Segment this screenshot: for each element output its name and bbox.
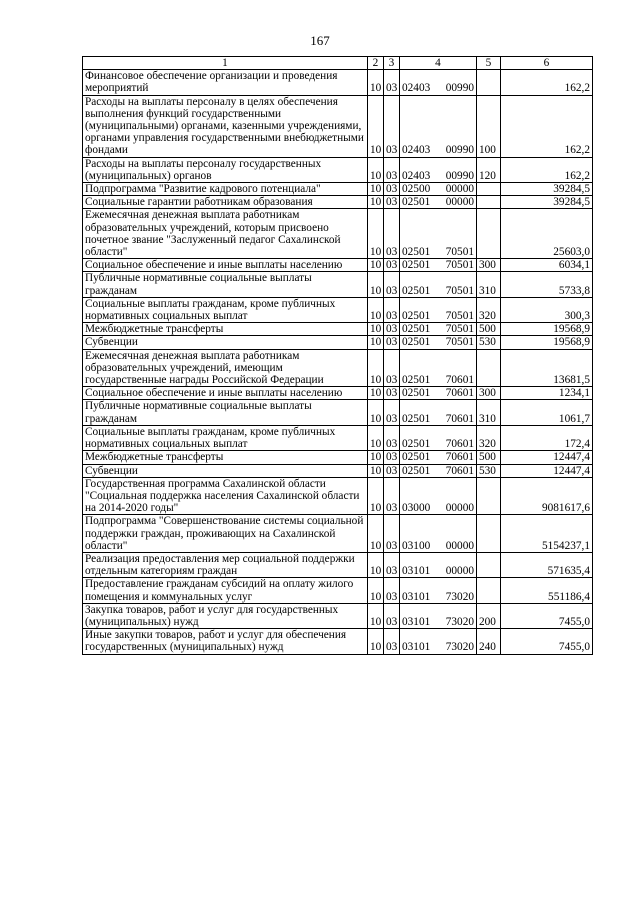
table-row [83, 196, 593, 209]
row-subsection-cell: 03 [384, 70, 400, 95]
row-subsection-cell: 03 [384, 95, 400, 157]
table-row [83, 387, 593, 400]
table-row [83, 209, 593, 259]
row-section-cell: 10 [368, 387, 384, 400]
row-sum-cell: 25603,0 [501, 209, 593, 259]
row-code-cell [400, 515, 477, 553]
row-expense-type-cell [477, 552, 501, 577]
row-sum-cell: 162,2 [501, 95, 593, 157]
header-col-2: 2 [368, 57, 384, 70]
target-code: 70601 [445, 387, 474, 400]
row-name-cell: Подпрограмма "Совершенствование системы социальной поддержки граждан, проживающих на Сахалинской области" [83, 515, 368, 553]
row-code-cell [400, 272, 477, 297]
row-section-cell: 10 [368, 451, 384, 464]
row-sum-cell: 39284,5 [501, 183, 593, 196]
row-section-cell: 10 [368, 578, 384, 603]
table-row [83, 552, 593, 577]
row-expense-type-cell: 300 [477, 387, 501, 400]
row-section-cell: 10 [368, 425, 384, 450]
row-section-cell: 10 [368, 209, 384, 259]
table-row [83, 183, 593, 196]
row-subsection-cell: 03 [384, 387, 400, 400]
program-code: 03000 [402, 502, 431, 515]
row-code-cell [400, 387, 477, 400]
row-subsection-cell: 03 [384, 629, 400, 654]
row-sum-cell: 13681,5 [501, 349, 593, 387]
row-subsection-cell: 03 [384, 157, 400, 182]
target-code: 73020 [445, 641, 474, 654]
row-name-cell: Реализация предоставления мер социальной поддержки отдельным категориям граждан [83, 552, 368, 577]
target-code: 00990 [445, 82, 474, 95]
program-code: 03101 [402, 641, 431, 654]
target-code: 70501 [445, 310, 474, 323]
row-name-cell: Предоставление гражданам субсидий на оплату жилого помещения и коммунальных услуг [83, 578, 368, 603]
row-section-cell: 10 [368, 603, 384, 628]
program-code: 03100 [402, 539, 431, 552]
row-subsection-cell: 03 [384, 259, 400, 272]
row-name-cell: Государственная программа Сахалинской области "Социальная поддержка населения Сахалинской области на 2014-2020 годы" [83, 477, 368, 515]
program-code: 03101 [402, 615, 431, 628]
row-sum-cell: 6034,1 [501, 259, 593, 272]
row-section-cell: 10 [368, 349, 384, 387]
row-subsection-cell: 03 [384, 349, 400, 387]
row-code-cell [400, 349, 477, 387]
target-code: 73020 [445, 615, 474, 628]
program-code: 02403 [402, 169, 431, 182]
table-row [83, 259, 593, 272]
row-name-cell: Публичные нормативные социальные выплаты гражданам [83, 400, 368, 425]
header-col-4: 4 [400, 57, 477, 70]
header-col-1: 1 [83, 57, 368, 70]
row-sum-cell: 19568,9 [501, 336, 593, 349]
row-section-cell: 10 [368, 95, 384, 157]
row-expense-type-cell: 320 [477, 297, 501, 322]
table-row [83, 603, 593, 628]
program-code: 02403 [402, 144, 431, 157]
row-name-cell: Публичные нормативные социальные выплаты гражданам [83, 272, 368, 297]
row-subsection-cell: 03 [384, 272, 400, 297]
program-code: 02501 [402, 196, 431, 209]
row-sum-cell: 19568,9 [501, 323, 593, 336]
row-subsection-cell: 03 [384, 451, 400, 464]
row-expense-type-cell: 310 [477, 272, 501, 297]
row-code-cell [400, 297, 477, 322]
target-code: 70501 [445, 259, 474, 272]
program-code: 03101 [402, 565, 431, 578]
row-code-cell [400, 425, 477, 450]
row-code-cell [400, 451, 477, 464]
target-code: 70501 [445, 284, 474, 297]
row-code-cell [400, 400, 477, 425]
row-name-cell: Иные закупки товаров, работ и услуг для обеспечения государственных (муниципальных) нужд [83, 629, 368, 654]
row-subsection-cell: 03 [384, 297, 400, 322]
row-section-cell: 10 [368, 157, 384, 182]
program-code: 02501 [402, 412, 431, 425]
row-name-cell: Социальное обеспечение и иные выплаты населению [83, 387, 368, 400]
row-expense-type-cell [477, 515, 501, 553]
row-expense-type-cell: 500 [477, 451, 501, 464]
table-header-row [83, 57, 593, 70]
row-section-cell: 10 [368, 259, 384, 272]
row-subsection-cell: 03 [384, 425, 400, 450]
row-expense-type-cell: 310 [477, 400, 501, 425]
row-subsection-cell: 03 [384, 209, 400, 259]
row-subsection-cell: 03 [384, 464, 400, 477]
row-expense-type-cell: 530 [477, 336, 501, 349]
row-subsection-cell: 03 [384, 477, 400, 515]
row-name-cell: Субвенции [83, 464, 368, 477]
table-row [83, 400, 593, 425]
row-subsection-cell: 03 [384, 603, 400, 628]
row-code-cell [400, 95, 477, 157]
row-section-cell: 10 [368, 629, 384, 654]
row-name-cell: Межбюджетные трансферты [83, 451, 368, 464]
row-subsection-cell: 03 [384, 578, 400, 603]
header-col-5: 5 [477, 57, 501, 70]
row-subsection-cell: 03 [384, 515, 400, 553]
header-col-6: 6 [501, 57, 593, 70]
table-row [83, 272, 593, 297]
row-subsection-cell: 03 [384, 196, 400, 209]
row-name-cell: Межбюджетные трансферты [83, 323, 368, 336]
target-code: 00990 [445, 169, 474, 182]
row-section-cell: 10 [368, 183, 384, 196]
target-code: 70501 [445, 246, 474, 259]
row-name-cell: Социальные гарантии работникам образования [83, 196, 368, 209]
table-row [83, 578, 593, 603]
row-expense-type-cell: 100 [477, 95, 501, 157]
row-section-cell: 10 [368, 297, 384, 322]
target-code: 70601 [445, 374, 474, 387]
table-row [83, 70, 593, 95]
row-sum-cell: 5733,8 [501, 272, 593, 297]
row-section-cell: 10 [368, 323, 384, 336]
row-subsection-cell: 03 [384, 552, 400, 577]
row-sum-cell: 172,4 [501, 425, 593, 450]
table-row [83, 425, 593, 450]
row-expense-type-cell [477, 196, 501, 209]
row-name-cell: Ежемесячная денежная выплата работникам образовательных учреждений, имеющим государственные награды Российской Федерации [83, 349, 368, 387]
row-name-cell: Подпрограмма "Развитие кадрового потенциала" [83, 183, 368, 196]
program-code: 02501 [402, 387, 431, 400]
row-section-cell: 10 [368, 552, 384, 577]
row-expense-type-cell: 240 [477, 629, 501, 654]
row-sum-cell: 7455,0 [501, 603, 593, 628]
row-name-cell: Субвенции [83, 336, 368, 349]
target-code: 70501 [445, 323, 474, 336]
row-section-cell: 10 [368, 464, 384, 477]
program-code: 02501 [402, 438, 431, 451]
row-sum-cell: 571635,4 [501, 552, 593, 577]
row-expense-type-cell: 300 [477, 259, 501, 272]
target-code: 00000 [445, 196, 474, 209]
row-sum-cell: 12447,4 [501, 464, 593, 477]
row-expense-type-cell [477, 209, 501, 259]
row-expense-type-cell [477, 477, 501, 515]
row-code-cell [400, 477, 477, 515]
table-row [83, 629, 593, 654]
row-expense-type-cell [477, 578, 501, 603]
row-name-cell: Финансовое обеспечение организации и проведения мероприятий [83, 70, 368, 95]
row-subsection-cell: 03 [384, 183, 400, 196]
target-code: 73020 [445, 590, 474, 603]
program-code: 02501 [402, 246, 431, 259]
row-sum-cell: 12447,4 [501, 451, 593, 464]
row-sum-cell: 300,3 [501, 297, 593, 322]
table-row [83, 323, 593, 336]
row-name-cell: Социальные выплаты гражданам, кроме публичных нормативных социальных выплат [83, 297, 368, 322]
table-row [83, 464, 593, 477]
header-col-3: 3 [384, 57, 400, 70]
budget-table [82, 56, 593, 655]
row-expense-type-cell: 530 [477, 464, 501, 477]
row-subsection-cell: 03 [384, 323, 400, 336]
table-row [83, 515, 593, 553]
row-subsection-cell: 03 [384, 336, 400, 349]
row-code-cell [400, 183, 477, 196]
row-code-cell [400, 157, 477, 182]
row-code-cell [400, 336, 477, 349]
table-row [83, 451, 593, 464]
table-row [83, 95, 593, 157]
row-code-cell [400, 196, 477, 209]
program-code: 02403 [402, 82, 431, 95]
program-code: 02500 [402, 183, 431, 196]
row-sum-cell: 1234,1 [501, 387, 593, 400]
row-section-cell: 10 [368, 515, 384, 553]
row-sum-cell: 162,2 [501, 157, 593, 182]
row-sum-cell: 9081617,6 [501, 477, 593, 515]
row-name-cell: Закупка товаров, работ и услуг для государственных (муниципальных) нужд [83, 603, 368, 628]
program-code: 02501 [402, 336, 431, 349]
target-code: 70601 [445, 438, 474, 451]
target-code: 70501 [445, 336, 474, 349]
table-row [83, 157, 593, 182]
row-code-cell [400, 603, 477, 628]
row-sum-cell: 551186,4 [501, 578, 593, 603]
row-code-cell [400, 464, 477, 477]
program-code: 02501 [402, 451, 431, 464]
target-code: 00000 [445, 502, 474, 515]
row-expense-type-cell [477, 349, 501, 387]
row-expense-type-cell [477, 70, 501, 95]
program-code: 03101 [402, 590, 431, 603]
row-subsection-cell: 03 [384, 400, 400, 425]
row-expense-type-cell: 320 [477, 425, 501, 450]
program-code: 02501 [402, 323, 431, 336]
row-name-cell: Социальные выплаты гражданам, кроме публичных нормативных социальных выплат [83, 425, 368, 450]
table-row [83, 297, 593, 322]
row-section-cell: 10 [368, 70, 384, 95]
table-row [83, 336, 593, 349]
program-code: 02501 [402, 464, 431, 477]
target-code: 70601 [445, 464, 474, 477]
target-code: 00000 [445, 565, 474, 578]
target-code: 70601 [445, 451, 474, 464]
row-code-cell [400, 323, 477, 336]
table-row [83, 477, 593, 515]
row-expense-type-cell: 200 [477, 603, 501, 628]
row-code-cell [400, 552, 477, 577]
table-row [83, 349, 593, 387]
row-sum-cell: 7455,0 [501, 629, 593, 654]
row-sum-cell: 162,2 [501, 70, 593, 95]
target-code: 00000 [445, 539, 474, 552]
row-name-cell: Расходы на выплаты персоналу государственных (муниципальных) органов [83, 157, 368, 182]
row-section-cell: 10 [368, 272, 384, 297]
table-body [83, 70, 593, 654]
target-code: 00990 [445, 144, 474, 157]
row-code-cell [400, 629, 477, 654]
row-code-cell [400, 578, 477, 603]
row-section-cell: 10 [368, 400, 384, 425]
program-code: 02501 [402, 259, 431, 272]
row-code-cell [400, 70, 477, 95]
target-code: 70601 [445, 412, 474, 425]
row-name-cell: Социальное обеспечение и иные выплаты населению [83, 259, 368, 272]
program-code: 02501 [402, 374, 431, 387]
page-number: 167 [310, 33, 330, 48]
row-name-cell: Расходы на выплаты персоналу в целях обеспечения выполнения функций государственными (муниципальными) органами, казенными учреждениями, органами управления государственными внебюджетными фондами [83, 95, 368, 157]
row-sum-cell: 1061,7 [501, 400, 593, 425]
program-code: 02501 [402, 310, 431, 323]
target-code: 00000 [445, 183, 474, 196]
row-name-cell: Ежемесячная денежная выплата работникам образовательных учреждений, которым присвоено почетное звание "Заслуженный педагог Сахалинской области" [83, 209, 368, 259]
row-code-cell [400, 209, 477, 259]
row-expense-type-cell [477, 183, 501, 196]
row-section-cell: 10 [368, 336, 384, 349]
row-section-cell: 10 [368, 477, 384, 515]
row-sum-cell: 5154237,1 [501, 515, 593, 553]
row-sum-cell: 39284,5 [501, 196, 593, 209]
program-code: 02501 [402, 284, 431, 297]
row-section-cell: 10 [368, 196, 384, 209]
row-expense-type-cell: 500 [477, 323, 501, 336]
row-expense-type-cell: 120 [477, 157, 501, 182]
row-code-cell [400, 259, 477, 272]
